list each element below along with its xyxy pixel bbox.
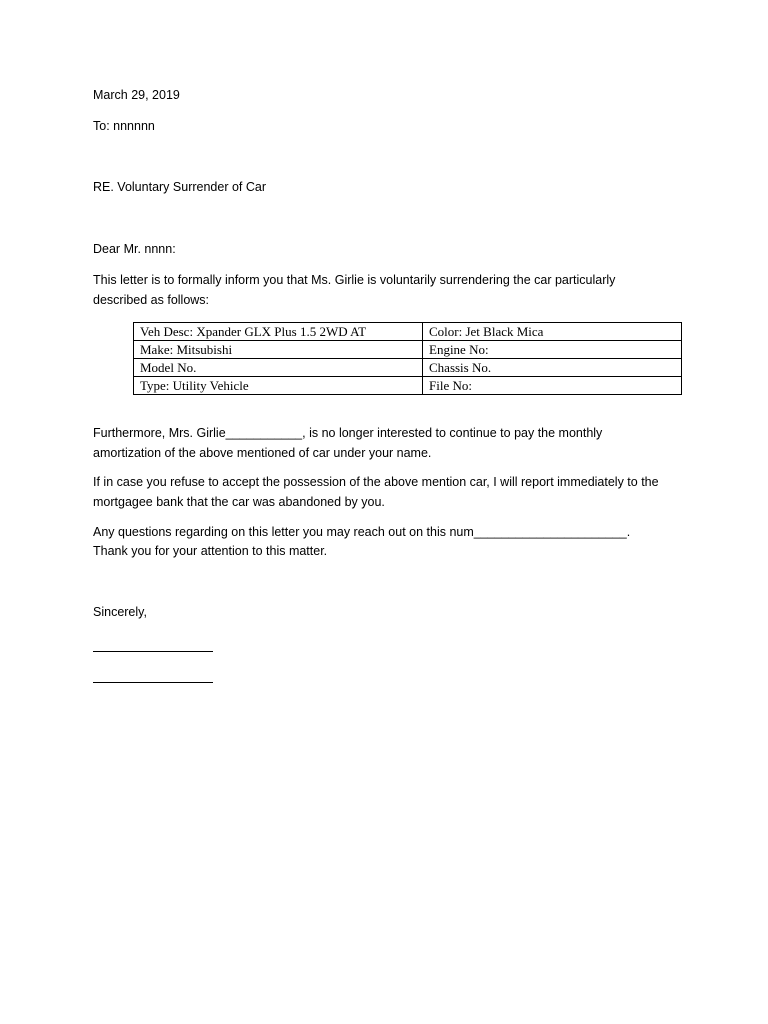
table-cell: Veh Desc: Xpander GLX Plus 1.5 2WD AT [134,323,423,341]
closing: Sincerely, [93,605,147,619]
table-cell: Engine No: [423,341,682,359]
refusal-paragraph: If in case you refuse to accept the possession of the above mention car, I will report immediately to the mortgagee bank that the car was abandoned by you. [93,475,659,509]
intro-paragraph: This letter is to formally inform you that Ms. Girlie is voluntarily surrendering the car particularly described as follows: [93,273,616,307]
table-cell: File No: [423,377,682,395]
table-cell: Type: Utility Vehicle [134,377,423,395]
table-cell: Chassis No. [423,359,682,377]
letter-date: March 29, 2019 [93,88,180,102]
letter-recipient: To: nnnnnn [93,119,155,133]
signature-line [93,651,213,652]
furthermore-paragraph: Furthermore, Mrs. Girlie___________, is no longer interested to continue to pay the monthly amortization of the above mentioned of car under your name. [93,426,603,460]
questions-line: Any questions regarding on this letter you may reach out on this num______________________. [93,525,631,539]
table-cell: Model No. [134,359,423,377]
vehicle-details-table [133,322,682,395]
thank-you-line: Thank you for your attention to this matter. [93,544,328,558]
table-row [134,341,682,359]
letter-subject: RE. Voluntary Surrender of Car [93,180,266,194]
signature-line [93,682,213,683]
table-row [134,323,682,341]
letter-salutation: Dear Mr. nnnn: [93,242,176,256]
table-row [134,377,682,395]
table-cell: Color: Jet Black Mica [423,323,682,341]
table-row [134,359,682,377]
table-cell: Make: Mitsubishi [134,341,423,359]
